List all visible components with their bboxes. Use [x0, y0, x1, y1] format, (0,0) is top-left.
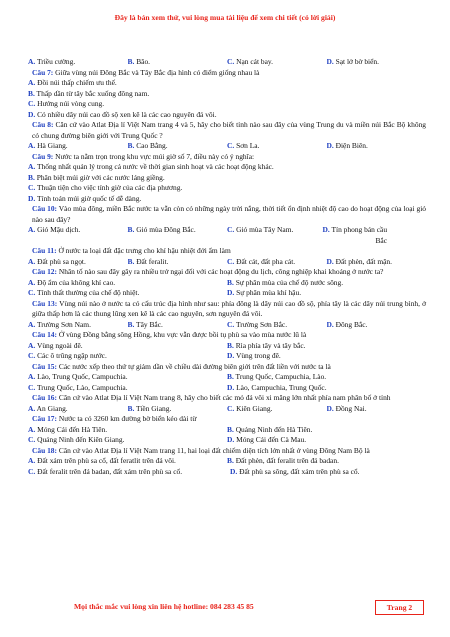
answer-row — [28, 404, 426, 415]
option-c: C. Đất feralit trên đá badan, đất xám trên phù sa cổ. — [28, 466, 183, 476]
question-content — [28, 57, 426, 477]
answer-row — [28, 456, 426, 467]
option-b: B. Gió mùa Đông Bắc. — [127, 225, 196, 234]
answer-row — [28, 351, 426, 362]
option-b: B. Đất feralit. — [127, 256, 169, 266]
question-18: Câu 18: Căn cứ vào Atlat Địa lí Việt Nam trang 11, hai loại đất chiếm diện tích lớn nhất ở vùng Đông Nam Bộ là — [32, 445, 370, 455]
option-b: B. Thấp dần từ tây bắc xuống đông nam. — [28, 88, 150, 98]
option-a: A. Đồi núi thấp chiếm ưu thế. — [28, 78, 117, 87]
option-d: D. Sự phân mùa khí hậu. — [227, 288, 302, 297]
option-b: B. Quảng Ninh đến Hà Tiên. — [227, 424, 313, 434]
question-7: Câu 7: Giữa vùng núi Đông Bắc và Tây Bắc địa hình có điểm giống nhau là — [32, 67, 260, 77]
answer-row — [28, 425, 426, 436]
answer-row — [28, 467, 426, 478]
option-c: C. Gió mùa Tây Nam. — [227, 225, 294, 234]
question-16: Câu 16: Căn cứ vào Atlat Địa lí Việt Nam trang 8, hãy cho biết các mỏ đá vôi xi măng lớn nhất phía nam phân bố ở tỉnh — [32, 393, 391, 402]
option-a: A. Đất xám trên phù sa cổ, đất feratlit trên đá vôi. — [28, 456, 176, 465]
question-10: Câu 10: Vào mùa đông, miền Bắc nước ta vẫn còn có những ngày trời nắng, thời tiết ổn định nhiệt độ cao do hoạt động của loại gió nào sau đây? — [32, 204, 426, 224]
option-d: D. Đồng Nai. — [326, 403, 367, 413]
option-b: B. Tiền Giang. — [127, 403, 172, 413]
option-b: B. Rìa phía tây và tây bắc. — [227, 340, 306, 350]
option-c: C. Đất cát, đất pha cát. — [227, 256, 296, 266]
option-d: D. Móng Cái đến Cà Mau. — [227, 435, 307, 444]
page-number: Trang 2 — [375, 600, 424, 615]
option-c: C. Kiên Giang. — [227, 403, 273, 413]
option-b: B. Tây Bắc. — [127, 319, 163, 329]
answer-row-prev — [28, 57, 426, 68]
option-a: A. Móng Cái đến Hà Tiên. — [28, 424, 108, 434]
question-11: Câu 11: Ở nước ta loại đất đặc trưng cho khí hậu nhiệt đới ẩm làm — [32, 246, 231, 255]
option-d: D. Tín phong bán cầu Bắc — [322, 225, 388, 245]
option-d: D. Đất phèn, đất mặn. — [326, 256, 392, 266]
option-a: A. Độ ẩm của không khí cao. — [28, 277, 116, 287]
question-15: Câu 15: Các nước xếp theo thứ tự giảm dần về chiều dài đường biên giới trên đất liền với nước ta là — [32, 361, 331, 371]
option-b: B. Bão. — [127, 57, 151, 66]
option-c: C. Thuận tiện cho việc tính giờ của các địa phương. — [28, 183, 183, 192]
option-a: A. Gió Mậu dịch. — [28, 225, 81, 234]
option-d: D. Vùng trong đê. — [227, 351, 281, 360]
answer-row — [28, 341, 426, 352]
option-a: A. Trường Sơn Nam. — [28, 319, 91, 329]
option-c: C. Quảng Ninh đến Kiên Giang. — [28, 435, 125, 444]
option-c: C. Trung Quốc, Lào, Campuchia. — [28, 382, 128, 392]
option-a: A. Triều cường. — [28, 57, 76, 66]
preview-banner: Đây là bản xem thử, vui lòng mua tài liệu để xem chi tiết (có lời giải) — [114, 13, 336, 22]
option-b: B. Phân biệt múi giờ với các nước láng giềng. — [28, 172, 165, 182]
option-a: A. An Giang. — [28, 403, 68, 413]
option-c: C. Nạn cát bay. — [227, 57, 273, 66]
option-b: B. Sự phân mùa của chế độ nước sông. — [227, 277, 344, 287]
option-d: D. Điện Biên. — [326, 141, 368, 150]
hotline-text: Mọi thắc mắc vui lòng xin liên hệ hotline: 084 283 45 85 — [74, 602, 254, 611]
option-d: D. Tính toán múi giờ quốc tế dễ dàng. — [28, 193, 142, 203]
answer-row — [28, 372, 426, 383]
question-13: Câu 13: Vùng núi nào ở nước ta có cấu trúc địa hình như sau: phía đông là dãy núi cao đồ sộ, phía tây là các dãy núi trung bình, ở giữa thấp hơn là các thung lũng xen kẽ là các cao nguyên, sơn nguyên đá vôi. — [32, 298, 426, 318]
answer-row — [28, 257, 426, 268]
option-c: C. Sơn La. — [227, 141, 260, 150]
question-14: Câu 14: Ở vùng Đồng bằng sông Hồng, khu vực vẫn được bồi tụ phù sa vào mùa nước lũ là — [32, 330, 307, 339]
option-b: B. Trung Quốc, Campuchia, Lào. — [227, 372, 327, 381]
answer-row — [28, 278, 426, 289]
option-d: D. Đất phù sa sông, đất xám trên phù sa cổ. — [230, 466, 360, 476]
question-12: Câu 12: Nhân tố nào sau đây gây ra nhiều trở ngại đối với các hoạt động du lịch, công nghiệp khai khoáng ở nước ta? — [32, 267, 384, 276]
option-d: D. Đông Bắc. — [326, 319, 368, 329]
option-a: A. Lào, Trung Quốc, Campuchia. — [28, 372, 128, 381]
option-b: B. Cao Bằng. — [127, 141, 168, 150]
option-d: D. Có nhiều dãy núi cao đồ sộ xen kẽ là các cao nguyên đá vôi. — [28, 109, 217, 119]
option-a: A. Đất phù sa ngọt. — [28, 256, 86, 266]
option-a: A. Thống nhất quản lý trong cả nước về thời gian sinh hoạt và các hoạt động khác. — [28, 162, 274, 171]
question-9: Câu 9: Nước ta nằm trọn trong khu vực múi giờ số 7, điều này có ý nghĩa: — [32, 151, 255, 161]
answer-row — [28, 141, 426, 152]
answer-row — [28, 225, 426, 246]
question-8: Câu 8: Căn cứ vào Atlat Địa lí Việt Nam trang 4 và 5, hãy cho biết tỉnh nào sau đây của vùng Trung du và miền núi Bắc Bộ không có chung đường biên giới với Trung Quốc ? — [32, 120, 427, 140]
option-cd — [227, 257, 426, 268]
option-c: C. Tính thất thường của chế độ nhiệt. — [28, 288, 140, 297]
answer-row — [28, 288, 426, 299]
option-d: D. Lào, Campuchia, Trung Quốc. — [227, 382, 327, 392]
question-17: Câu 17: Nước ta có 3260 km đường bờ biển kéo dài từ — [32, 414, 197, 423]
option-c: C. Hướng núi vòng cung. — [28, 99, 105, 108]
answer-row — [28, 320, 426, 331]
option-b: B. Đất phèn, đất feralit trên đá badan. — [227, 456, 339, 465]
answer-row — [28, 383, 426, 394]
option-c: C. Các ô trũng ngập nước. — [28, 351, 107, 360]
option-d: D. Sạt lở bờ biển. — [326, 57, 379, 66]
option-c: C. Trường Sơn Bắc. — [227, 319, 288, 329]
option-a: A. Vùng ngoài đê. — [28, 340, 83, 350]
option-a: A. Hà Giang. — [28, 141, 68, 150]
answer-row — [28, 435, 426, 446]
